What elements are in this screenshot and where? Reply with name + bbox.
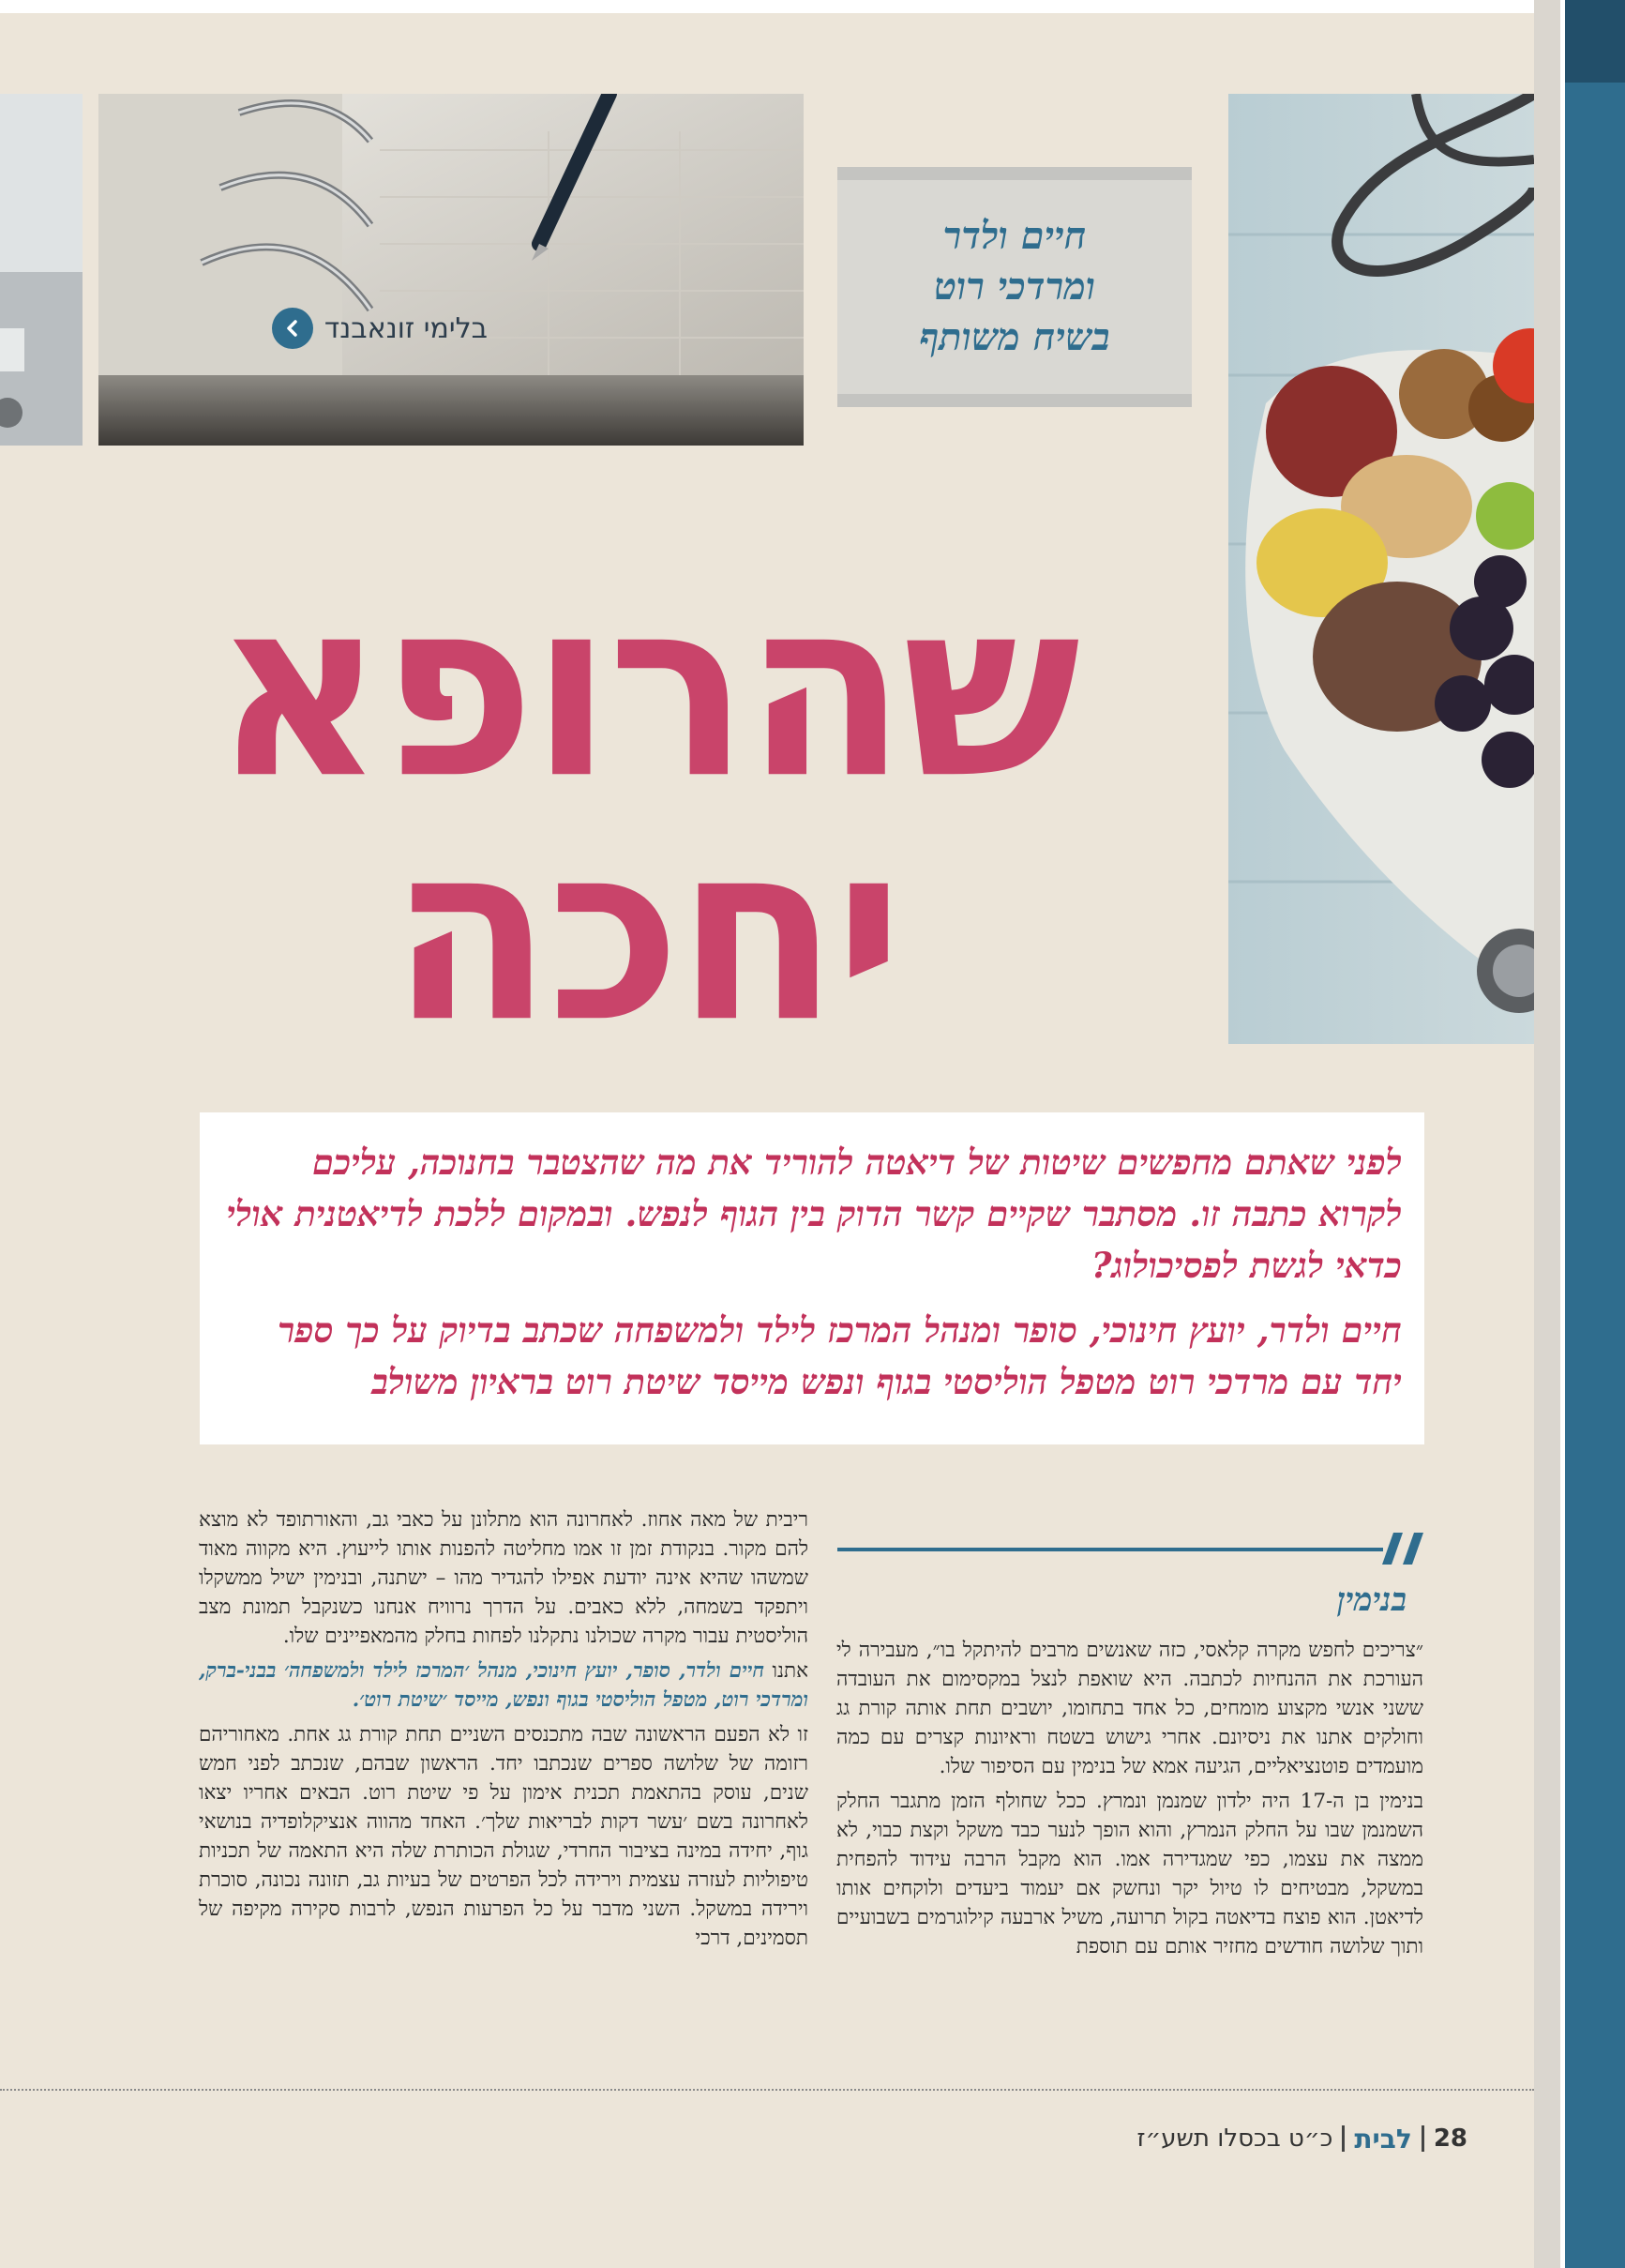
footer-separator <box>1342 2125 1345 2152</box>
right-grey-strip <box>1534 0 1560 2268</box>
top-edge <box>0 0 1625 13</box>
lead-paragraph-2: חיים ולדר, יועץ חינוכי, סופר ומנהל המרכז לילד ולמשפחה שכתב בדיוק על כך ספר יחד עם מרדכי רוט מטפל הוליסטי בגוף ונפש מייסד שיטת רוט בראיון משולב <box>278 1309 1402 1402</box>
lead-box <box>200 1112 1424 1444</box>
footer-separator <box>1422 2125 1424 2152</box>
body-paragraph-credits <box>199 1656 808 1715</box>
lead-paragraph-1: לפני שאתם מחפשים שיטות של דיאטה להוריד את מה שהצטבר בחנוכה, עליכם לקרוא כתבה זו. מסתבר שקיים קשר הדוק בין הגוף לנפש. ובמקום ללכת לדיאטנית אולי כדאי לגשת לפסיכולוג? <box>226 1142 1402 1286</box>
decorative-photo-sliver <box>0 94 83 446</box>
authors-line-3: בשיח משותף <box>919 315 1110 359</box>
body-paragraph: זו לא הפעם הראשונה שבה מתכנסים השניים תחת קורת גג אחת. מאחוריהם רזומה של שלושה ספרים שנכתבו יחד. הראשון שבהם, שנכתב לפני חמש שנים, עוסק בהתאמת תכנית אימון על פי שיטת רוט. הבאים אחריו יצאו לאחרונה בשם ׳עשר דקות לבריאות שלך׳. האחד מהווה אנציקלופדיה בנושאי גוף, יחידה במינה בציבור החרדי, שגולת הכותרת שלה היא התאמה של תכניות טיפוליות לעזרה עצמית וירידה לכל הפרטים של בעיות גב, תזונה נכונה, סוכרת וירידה במשקל. השני מדבר על כל הפרעות הנפש, לרבות סקירה מקיפה של תסמינים, דרכי <box>199 1723 808 1950</box>
quote-mark-icon <box>1377 1531 1429 1566</box>
authors-box <box>837 167 1192 407</box>
issue-date: כ״ט בכסלו תשע״ז <box>1136 2124 1333 2153</box>
credits-text: חיים ולדר, סופר, יועץ חינוכי, מנהל ׳המרכז לילד ולמשפחה׳ בבני-ברק, ומרדכי רוט, מטפל הוליסטי בגוף ונפש, מייסד ׳שיטת רוט׳. <box>199 1659 808 1712</box>
chevron-left-circle-icon <box>272 308 313 349</box>
headline-line-1: שהרופא <box>213 545 1077 833</box>
page-footer <box>1121 2120 1467 2157</box>
byline <box>197 307 488 350</box>
section-subhead: בנימין <box>1336 1581 1407 1619</box>
authors-line-2: ומרדכי רוט <box>933 265 1096 309</box>
footer-divider <box>0 2089 1534 2091</box>
healthy-food-photo <box>1228 94 1534 1044</box>
body-column-right <box>836 1636 1423 1961</box>
headline <box>195 545 1095 1077</box>
right-accent-bar-top <box>1565 0 1625 83</box>
body-paragraph: ריבית של מאה אחוז. לאחרונה הוא מתלונן על כאבי גב, והאורתופד לא מוצא להם מקור. בנקודת זמן זו אמו מחליטה להפנות אותו לייעוץ. היא מקווה מאוד שמשהו שהיא אינה יודעת אפילו להגדיר מהו – ישתנה, ובנימין ישיל ממשקלו ויתפקד בשמחה, ללא כאבים. על הדרך נרוויח אנחנו כשנקבל תמונת מצב הוליסטית עבור מקרה שכולנו נתקלנו לפחות בחלק מהמאפיינים שלו. <box>199 1508 808 1648</box>
credits-prefix: אתנו <box>764 1659 808 1683</box>
magazine-name: לבית <box>1354 2123 1412 2155</box>
body-paragraph: ״צריכים לחפש מקרה קלאסי, כזה שאנשים מרבים להיתקל בו״, מעבירה לי העורכת את ההנחיות לכתבה. היא שואפת לנצל במקסימום את העובדה ששני אנשי מקצוע מומחים, כל אחד בתחומו, יושבים תחת אותה קורת גג וחולקים אתנו את ניסיונם. אחרי גישוש בשטח וראיונות קצרים עם כמה מועמדים פוטנציאליים, הגיעה אמא של בנימין עם הסיפור שלו. <box>836 1639 1423 1778</box>
body-column-left <box>199 1505 808 1953</box>
section-divider <box>837 1548 1383 1551</box>
authors-line-1: חיים ולדר <box>942 214 1087 258</box>
planner-photo <box>98 94 804 446</box>
byline-author: בלימי זונאבנד <box>323 311 488 345</box>
page-number: 28 <box>1433 2124 1467 2153</box>
headline-line-2: יחכה <box>390 789 900 1077</box>
body-paragraph: בנימין בן ה-17 היה ילדון שמנמן ונמרץ. ככל שחולף הזמן מתגבר החלק השמנמן שבו על החלק הנמרץ, והוא הופך לנער כבד משקל וקצת כבוי, לא ממצה את עצמו, כפי שמגדירה אמו. הוא מקבל הרבה עידוד להפחית במשקל, מבטיחים לו טיול יקר ונחשק אם יעמוד ביעדים ולוקחים אותו לדיאטן. הוא פוצח בדיאטה בקול תרועה, משיל ארבעה קילוגרמים בשבועיים ותוך שלושה חודשים מחזיר אותם עם תוספת <box>836 1790 1423 1958</box>
right-accent-bar <box>1565 0 1625 2268</box>
